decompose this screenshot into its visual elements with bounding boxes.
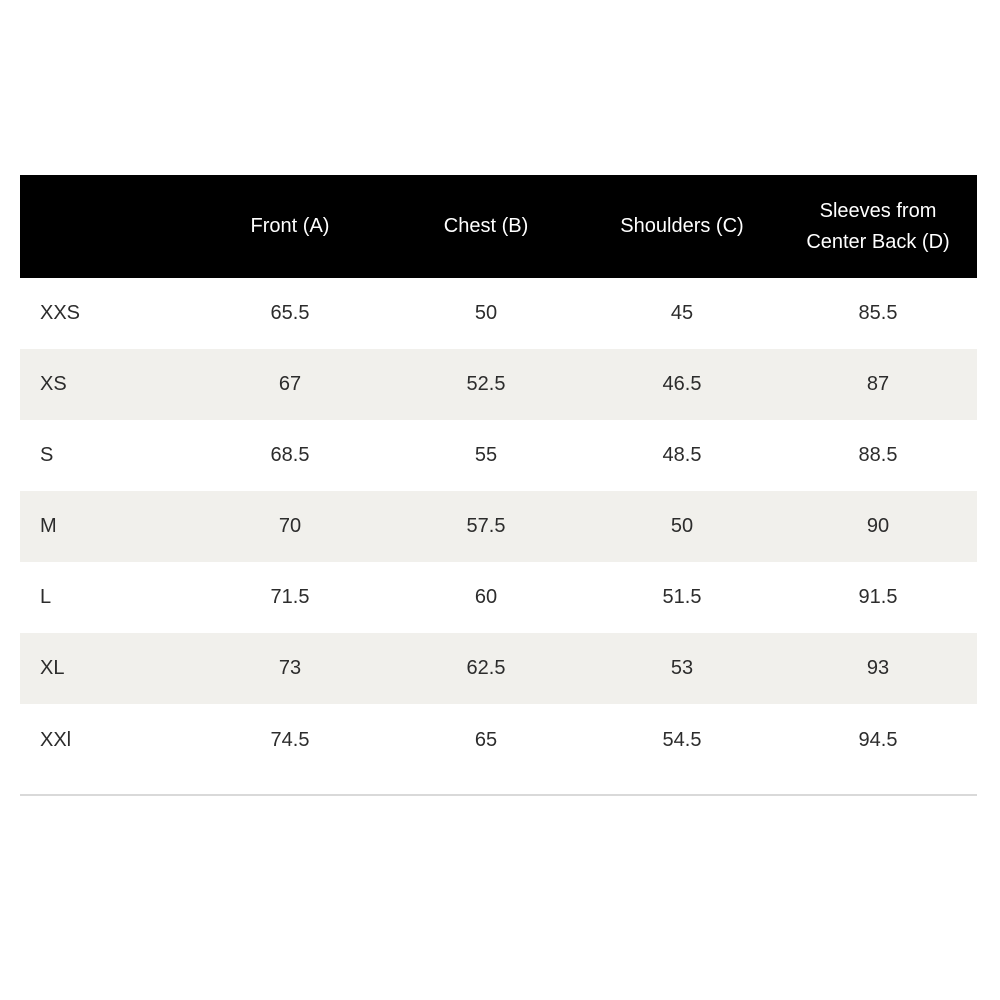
chest-value: 50 xyxy=(474,302,498,324)
sleeves-value: 90 xyxy=(866,515,890,537)
header-front: Front (A) xyxy=(250,215,330,237)
chest-value: 60 xyxy=(474,586,498,608)
sleeves-value: 87 xyxy=(866,373,890,395)
shoulders-value: 46.5 xyxy=(662,373,702,395)
chest-value: 62.5 xyxy=(466,657,506,679)
header-sleeves-line1: Sleeves from xyxy=(819,199,937,222)
front-value: 74.5 xyxy=(270,728,310,751)
sleeves-value: 94.5 xyxy=(858,728,898,751)
chest-value: 65 xyxy=(474,728,498,751)
header-shoulders: Shoulders (C) xyxy=(620,215,744,237)
size-chart-table xyxy=(20,175,977,796)
chest-value: 55 xyxy=(474,444,498,466)
chest-value: 57.5 xyxy=(466,515,506,537)
shoulders-value: 48.5 xyxy=(662,444,702,466)
header-sleeves-line2: Center Back (D) xyxy=(806,230,950,253)
front-value: 67 xyxy=(278,373,302,395)
front-value: 71.5 xyxy=(270,586,310,608)
chest-value: 52.5 xyxy=(466,373,506,395)
front-value: 68.5 xyxy=(270,444,310,466)
size-label: S xyxy=(40,444,54,466)
table-row xyxy=(20,420,977,491)
header-sleeves xyxy=(778,196,978,258)
shoulders-value: 54.5 xyxy=(662,728,702,751)
sleeves-value: 85.5 xyxy=(858,302,898,324)
size-label: XS xyxy=(40,373,67,395)
table-row xyxy=(20,704,977,776)
table-header xyxy=(20,175,977,278)
size-label: XXS xyxy=(40,302,81,324)
shoulders-value: 51.5 xyxy=(662,586,702,608)
shoulders-value: 45 xyxy=(670,302,694,324)
table-row xyxy=(20,633,977,704)
table-bottom-spacer xyxy=(20,776,977,794)
size-label: M xyxy=(40,515,57,537)
table-row xyxy=(20,349,977,420)
shoulders-value: 50 xyxy=(670,515,694,537)
size-label: XL xyxy=(40,657,65,679)
table-row xyxy=(20,278,977,349)
sleeves-value: 91.5 xyxy=(858,586,898,608)
shoulders-value: 53 xyxy=(670,657,694,679)
size-label: XXl xyxy=(40,728,72,751)
header-chest: Chest (B) xyxy=(443,215,529,237)
front-value: 73 xyxy=(278,657,302,679)
sleeves-value: 93 xyxy=(866,657,890,679)
size-label: L xyxy=(40,586,52,608)
table-row xyxy=(20,491,977,562)
bottom-divider xyxy=(20,794,977,796)
front-value: 70 xyxy=(278,515,302,537)
sleeves-value: 88.5 xyxy=(858,444,898,466)
front-value: 65.5 xyxy=(270,302,310,324)
table-row xyxy=(20,562,977,633)
